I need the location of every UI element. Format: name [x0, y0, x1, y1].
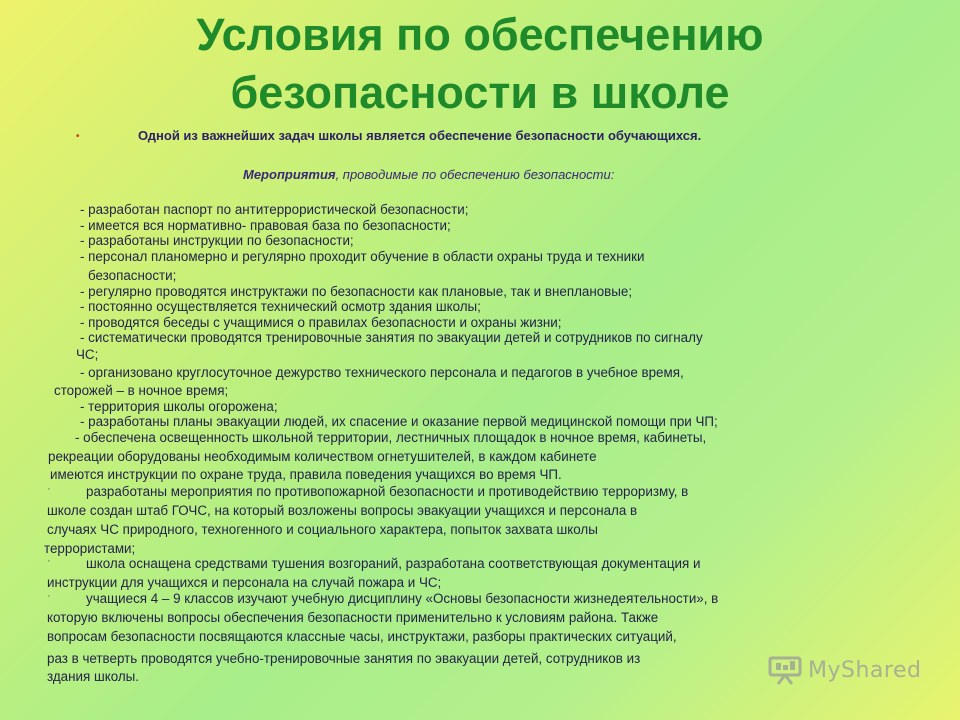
measure-line: случаях ЧС природного, техногенного и социального характера, попыток захвата школы — [47, 522, 598, 537]
bullet-icon: • — [76, 131, 80, 142]
measure-line: разработаны мероприятия по противопожарной безопасности и противодействию терроризму, в — [86, 484, 689, 499]
measure-line: школе создан штаб ГОЧС, на который возложены вопросы эвакуации учащихся и персонала в — [47, 503, 638, 518]
slide-title-line-2: безопасности в школе — [230, 67, 730, 118]
watermark-text: MyShared — [808, 657, 922, 683]
measure-line: имеются инструкции по охране труда, правила поведения учащихся во время ЧП. — [50, 467, 562, 482]
measure-line: раз в четверть проводятся учебно-тренировочные занятия по эвакуации детей, сотрудников из — [47, 651, 641, 666]
slide-title-line-1: Условия по обеспечению — [196, 9, 764, 60]
presentation-board-icon — [768, 655, 802, 685]
measure-line: - систематически проводятся тренировочные занятия по эвакуации детей и сотрудников по сигналу — [80, 330, 703, 345]
measure-line: инструкции для учащихся и персонала на случай пожара и ЧС; — [47, 575, 442, 590]
measure-line: здания школы. — [47, 669, 140, 684]
measure-line: - обеспечена освещенность школьной территории, лестничных площадок в ночное время, кабинеты, — [75, 430, 707, 445]
measure-line: - организовано круглосуточное дежурство технического персонала и педагогов в учебное время, — [80, 365, 684, 380]
measure-line: - постоянно осуществляется технический осмотр здания школы; — [80, 299, 481, 314]
measure-line: которую включены вопросы обеспечения безопасности применительно к условиям района. Также — [47, 610, 659, 625]
myshared-watermark — [768, 655, 921, 685]
measure-line: ЧС; — [76, 347, 99, 362]
dot-marker: · — [47, 555, 51, 567]
measure-line: - регулярно проводятся инструктажи по безопасности как плановые, так и внеплановые; — [80, 284, 633, 299]
measure-line: - проводятся беседы с учащимися о правилах безопасности и охраны жизни; — [80, 315, 562, 330]
measures-subheading-rest: , проводимые по обеспечению безопасности: — [335, 167, 615, 182]
dot-marker: · — [47, 590, 51, 602]
measure-line: вопросам безопасности посвящаются классные часы, инструктажи, разборы практических ситуаций, — [47, 629, 677, 644]
measure-line: - территория школы огорожена; — [80, 399, 278, 414]
measure-line: - разработаны инструкции по безопасности; — [80, 233, 354, 248]
measure-line: террористами; — [44, 541, 136, 556]
measure-line: - персонал планомерно и регулярно проходит обучение в области охраны труда и техники — [80, 249, 645, 264]
measure-line: - разработан паспорт по антитеррористической безопасности; — [80, 202, 469, 217]
measure-line: - имеется вся нормативно- правовая база по безопасности; — [80, 218, 451, 233]
measures-subheading-bold: Мероприятия — [243, 167, 336, 182]
measure-line: - разработаны планы эвакуации людей, их спасение и оказание первой медицинской помощи при ЧП; — [80, 414, 718, 429]
lead-text: Одной из важнейших задач школы является обеспечение безопасности обучающихся. — [138, 128, 702, 143]
measure-line: безопасности; — [88, 268, 177, 283]
measure-line: рекреации оборудованы необходимым количеством огнетушителей, в каждом кабинете — [48, 449, 597, 464]
measure-line: сторожей – в ночное время; — [54, 383, 229, 398]
measure-line: школа оснащена средствами тушения возгораний, разработана соответствующая документация и — [86, 556, 701, 571]
dot-marker: · — [47, 483, 51, 495]
measure-line: учащиеся 4 – 9 классов изучают учебную дисциплину «Основы безопасности жизнедеятельности», в — [86, 591, 719, 606]
